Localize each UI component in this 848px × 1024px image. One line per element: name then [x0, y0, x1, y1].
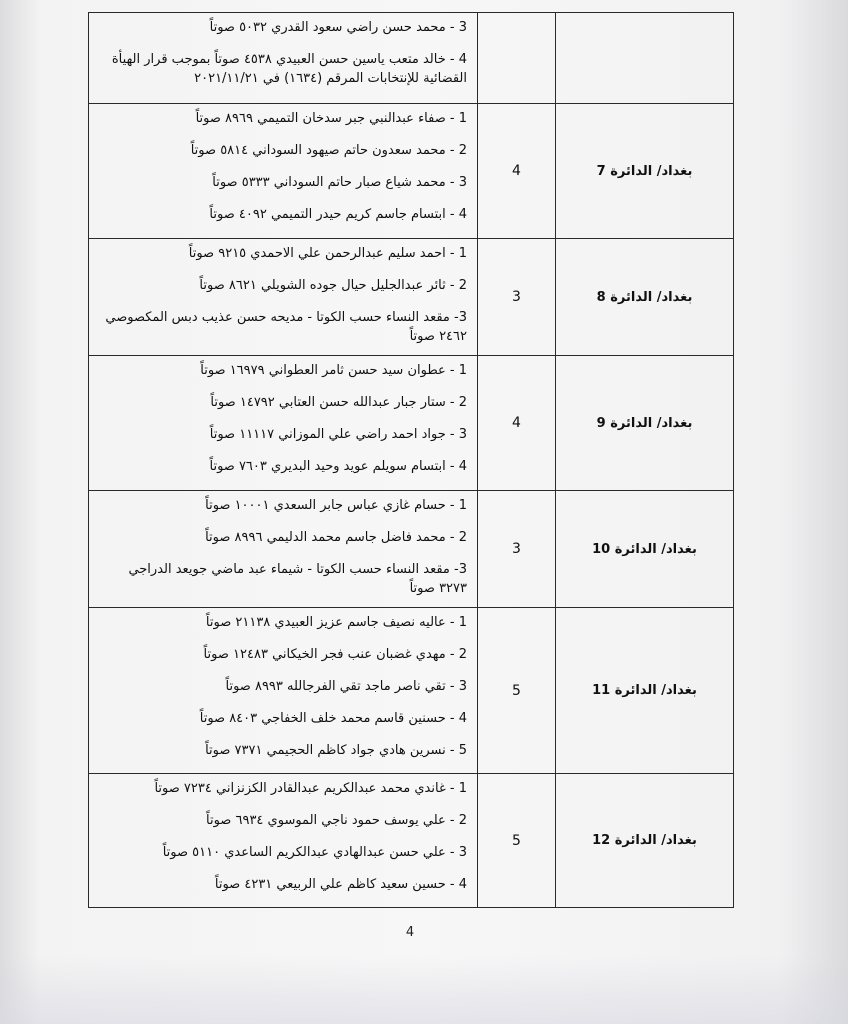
- table-row: [89, 13, 734, 104]
- winner-entry: 3 - محمد شياع صبار حاتم السوداني ٥٣٣٣ صوتاً: [212, 175, 467, 190]
- winner-entry: 2 - ثائر عبدالجليل حيال جوده الشويلي ٨٦٢١ صوتاً: [199, 278, 467, 293]
- winner-entry: 2 - مهدي غضبان عنب فجر الخيكاني ١٢٤٨٣ صوتاً: [203, 647, 467, 662]
- seats-count: 3: [512, 289, 521, 305]
- district-label: بغداد/ الدائرة 8: [596, 289, 693, 305]
- table-row: [89, 491, 734, 608]
- winners-cell: [89, 491, 478, 608]
- winner-entry: 1 - غاندي محمد عبدالكريم عبدالقادر الكزنزاني ٧٢٣٤ صوتاً: [154, 781, 467, 796]
- winner-entry: 1 - حسام غازي عباس جابر السعدي ١٠٠٠١ صوتاً: [205, 498, 467, 513]
- winner-entry: 3 - علي حسن عبدالهادي عبدالكريم الساعدي ٥١١٠ صوتاً: [162, 845, 467, 860]
- district-cell: [556, 356, 734, 491]
- winners-cell: [89, 356, 478, 491]
- winner-entry: 1 - عطوان سيد حسن ثامر العطواني ١٦٩٧٩ صوتاً: [200, 363, 467, 378]
- seats-count: 3: [512, 541, 521, 557]
- page-number: 4: [405, 925, 415, 940]
- district-label: بغداد/ الدائرة 12: [592, 833, 697, 848]
- seats-cell: [478, 608, 556, 774]
- winner-entry: 3- مقعد النساء حسب الكوتا - شيماء عبد ماضي جويعد الدراجي ٣٢٧٣ صوتاً: [128, 562, 467, 596]
- winner-entry: 4 - خالد متعب ياسين حسن العبيدي ٤٥٣٨ صوتاً بموجب قرار الهيأة القضائية للإنتخابات المرقم (١٦٣٤) في ٢٠٢١/١١/٢١: [111, 52, 467, 86]
- district-cell: [556, 608, 734, 774]
- seats-count: 4: [512, 163, 521, 179]
- winner-entry: 4 - ابتسام سويلم عويد وحيد البديري ٧٦٠٣ صوتاً: [209, 459, 467, 474]
- table-row: [89, 104, 734, 239]
- seats-count: 4: [512, 415, 521, 431]
- winner-entry: 1 - صفاء عبدالنبي جبر سدخان التميمي ٨٩٦٩ صوتاً: [195, 111, 467, 126]
- election-results-table: [88, 12, 734, 908]
- seats-count: 5: [512, 832, 521, 849]
- winner-entry: 5 - نسرين هادي جواد كاظم الحجيمي ٧٣٧١ صوتاً: [205, 743, 467, 758]
- seats-cell: [478, 13, 556, 104]
- seats-cell: [478, 774, 556, 908]
- district-label: بغداد/ الدائرة 7: [596, 163, 693, 179]
- district-label: بغداد/ الدائرة 11: [592, 683, 697, 698]
- winners-cell: [89, 608, 478, 774]
- winner-entry: 1 - عاليه نصيف جاسم عزيز العبيدي ٢١١٣٨ صوتاً: [205, 615, 467, 630]
- table-row: [89, 608, 734, 774]
- winners-cell: [89, 13, 478, 104]
- district-cell: [556, 491, 734, 608]
- winner-entry: 2 - ستار جبار عبدالله حسن العتابي ١٤٧٩٢ صوتاً: [210, 395, 467, 410]
- winner-entry: 4 - حسين سعيد كاظم علي الربيعي ٤٢٣١ صوتاً: [214, 877, 467, 892]
- winner-entry: 3 - جواد احمد راضي علي الموزاني ١١١١٧ صوتاً: [209, 427, 467, 442]
- district-cell: [556, 104, 734, 239]
- winner-entry: 3- مقعد النساء حسب الكوتا - مديحه حسن عذيب دبس المكصوصي ٢٤٦٢ صوتاً: [105, 310, 467, 344]
- district-label: بغداد/ الدائرة 10: [592, 541, 697, 557]
- winner-entry: 3 - محمد حسن راضي سعود القدري ٥٠٣٢ صوتاً: [209, 20, 467, 35]
- seats-count: 5: [512, 682, 521, 699]
- table-row: [89, 774, 734, 908]
- winner-entry: 3 - تقي ناصر ماجد تقي الفرجالله ٨٩٩٣ صوتاً: [225, 679, 467, 694]
- district-label: بغداد/ الدائرة 9: [596, 415, 693, 431]
- winner-entry: 2 - محمد سعدون حاتم صيهود السوداني ٥٨١٤ صوتاً: [190, 143, 467, 158]
- winner-entry: 2 - محمد فاضل جاسم محمد الدليمي ٨٩٩٦ صوتاً: [205, 530, 467, 545]
- winners-cell: [89, 239, 478, 356]
- district-cell: [556, 13, 734, 104]
- seats-cell: [478, 239, 556, 356]
- winners-cell: [89, 774, 478, 908]
- district-cell: [556, 239, 734, 356]
- winner-entry: 2 - علي يوسف حمود ناجي الموسوي ٦٩٣٤ صوتاً: [206, 813, 467, 828]
- table-row: [89, 356, 734, 491]
- winner-entry: 4 - حسنين قاسم محمد خلف الخفاجي ٨٤٠٣ صوتاً: [199, 711, 467, 726]
- winner-entry: 4 - ابتسام جاسم كريم حيدر التميمي ٤٠٩٢ صوتاً: [209, 207, 467, 222]
- winner-entry: 1 - احمد سليم عبدالرحمن علي الاحمدي ٩٢١٥ صوتاً: [188, 246, 467, 261]
- seats-cell: [478, 491, 556, 608]
- winners-cell: [89, 104, 478, 239]
- table-row: [89, 239, 734, 356]
- seats-cell: [478, 356, 556, 491]
- seats-cell: [478, 104, 556, 239]
- district-cell: [556, 774, 734, 908]
- photo-background-edge: [0, 955, 848, 1024]
